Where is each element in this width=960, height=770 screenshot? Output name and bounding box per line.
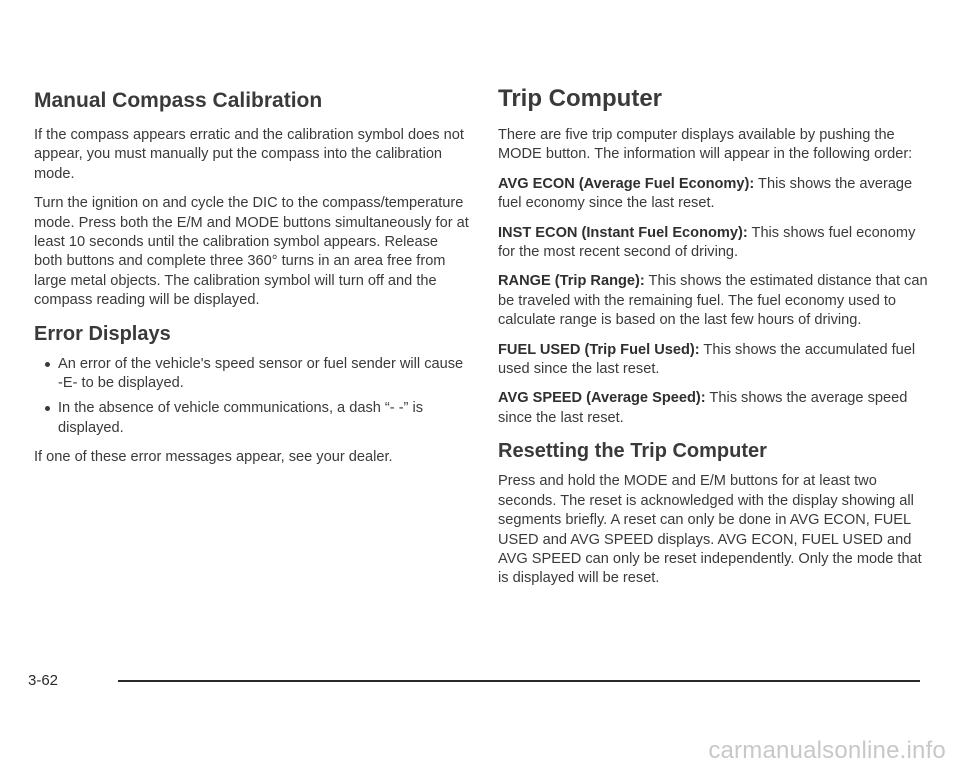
trip-item-avg-econ xyxy=(498,175,933,214)
trip-item-lead: INST ECON (Instant Fuel Economy): xyxy=(498,224,748,241)
error-bullet-list xyxy=(34,355,469,439)
left-column xyxy=(34,88,469,478)
heading-resetting-trip-computer: Resetting the Trip Computer xyxy=(498,440,767,463)
paragraph-trip-intro: There are five trip computer displays available by pushing the MODE button. The information will appear in the following order: xyxy=(498,127,913,163)
paragraph-calibration-steps: Turn the ignition on and cycle the DIC to the compass/temperature mode. Press both the E/M and MODE buttons simultaneously for at least 10 seconds until the calibration symbol appears. Release both buttons and complete three 360° turns in an area free from large metal objects. The calibration symbol will turn off and the compass reading will be displayed. xyxy=(34,195,469,309)
bullet-text: In the absence of vehicle communications, a dash “- -” is displayed. xyxy=(58,400,424,436)
trip-item-inst-econ xyxy=(498,224,933,263)
heading-manual-compass-calibration: Manual Compass Calibration xyxy=(34,89,323,112)
heading-trip-computer: Trip Computer xyxy=(498,85,663,112)
trip-item-fuel-used xyxy=(498,341,933,380)
trip-item-lead: AVG SPEED (Average Speed): xyxy=(498,390,706,407)
list-item xyxy=(34,355,469,394)
heading-error-displays: Error Displays xyxy=(34,322,171,345)
trip-item-lead: FUEL USED (Trip Fuel Used): xyxy=(498,341,700,358)
paragraph-error-closing: If one of these error messages appear, see your dealer. xyxy=(34,449,393,466)
trip-item-text: This shows fuel economy for the most recent second of driving. xyxy=(498,224,916,261)
footer-rule xyxy=(118,680,920,682)
trip-item-range xyxy=(498,272,933,330)
watermark: carmanualsonline.info xyxy=(708,737,946,764)
trip-item-text: This shows the average fuel economy since the last reset. xyxy=(498,175,913,212)
trip-item-text: This shows the accumulated fuel used since the last reset. xyxy=(498,341,916,378)
right-column xyxy=(498,84,933,599)
page-number: 3-62 xyxy=(28,672,59,689)
trip-item-avg-speed xyxy=(498,389,933,428)
paragraph-resetting: Press and hold the MODE and E/M buttons for at least two seconds. The reset is acknowledged with the display showing all segments briefly. A reset can only be done in AVG ECON, FUEL USED and AVG SPEED displays. AVG ECON, FUEL USED and AVG SPEED can only be reset independently. Only the mode that is displayed will be reset. xyxy=(498,473,922,587)
list-item xyxy=(34,399,469,438)
bullet-text: An error of the vehicle's speed sensor or fuel sender will cause -E- to be displayed. xyxy=(58,355,464,392)
trip-item-text: This shows the average speed since the last reset. xyxy=(498,390,908,426)
bullet-icon xyxy=(45,406,50,411)
trip-item-text: This shows the estimated distance that can be traveled with the remaining fuel. The fuel economy used to calculate range is based on the last few hours of driving. xyxy=(498,273,928,329)
trip-item-lead: AVG ECON (Average Fuel Economy): xyxy=(498,175,755,192)
trip-item-lead: RANGE (Trip Range): xyxy=(498,273,645,290)
paragraph-calibration-intro: If the compass appears erratic and the calibration symbol does not appear, you must manually put the compass into the calibration mode. xyxy=(34,127,464,182)
bullet-icon xyxy=(45,362,50,367)
